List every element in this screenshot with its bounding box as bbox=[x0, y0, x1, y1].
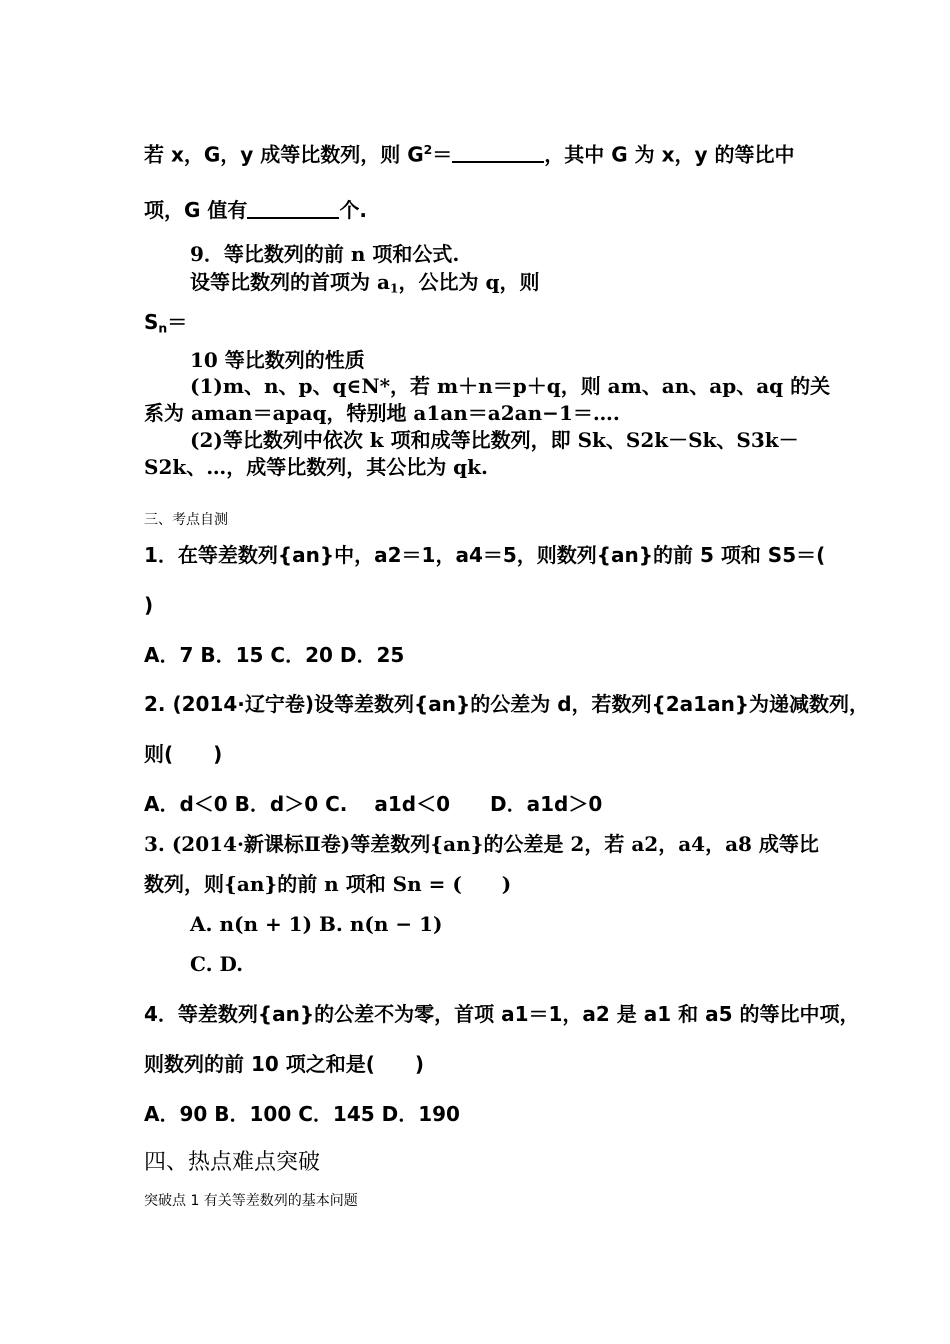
question-1-stem-2: ) bbox=[144, 593, 154, 617]
sum-formula-line: $S_n=$ bbox=[144, 310, 188, 336]
breakthrough-1-heading: 突破点 1 有关等差数列的基本问题 bbox=[144, 1193, 358, 1209]
question-2-stem: 2. (2014·辽宁卷)设等差数列{an}的公差为 d，若数列{2a1an}为递减数列， bbox=[144, 692, 870, 716]
section-9-line: 设等比数列的首项为 $a_1$，公比为 q，则 bbox=[190, 270, 540, 296]
question-3-stem-2: 数列，则{an}的前 n 项和 Sn = ( ) bbox=[144, 872, 512, 896]
section-10-title: 10 等比数列的性质 bbox=[190, 348, 365, 372]
property-1-line-2: 系为 aman＝apaq，特别地 a1an＝a2an−1＝…. bbox=[144, 401, 620, 425]
property-2-line-1: (2)等比数列中依次 k 项和成等比数列，即 Sk、S2k－Sk、S3k－ bbox=[190, 428, 799, 452]
question-4-stem: 4．等差数列{an}的公差不为零，首项 a1＝1，a2 是 a1 和 a5 的等比中项， bbox=[144, 1002, 860, 1026]
question-1-options: A．7 B．15 C．20 D．25 bbox=[144, 643, 405, 667]
question-4-options: A．90 B．100 C．145 D．190 bbox=[144, 1102, 460, 1126]
question-4-stem-2: 则数列的前 10 项之和是( ) bbox=[144, 1052, 425, 1076]
section-4-heading: 四、热点难点突破 bbox=[144, 1150, 321, 1175]
question-3-stem: 3. (2014·新课标Ⅱ卷)等差数列{an}的公差是 2，若 a2，a4，a8 成等比 bbox=[144, 832, 819, 856]
property-2-line-2: S2k、…，成等比数列，其公比为 qk. bbox=[144, 455, 488, 479]
question-3-options-1: A. n(n + 1) B. n(n − 1) bbox=[190, 912, 443, 936]
question-1-stem: 1．在等差数列{an}中，a2＝1，a4＝5，则数列{an}的前 5 项和 S5＝( bbox=[144, 543, 826, 567]
answer-blank[interactable] bbox=[247, 199, 339, 219]
question-2-options: A．d＜0 B．d＞0 C. a1d＜0 D．a1d＞0 bbox=[144, 792, 603, 816]
question-3-options-2: C. D. bbox=[190, 952, 244, 976]
question-2-stem-2: 则( ) bbox=[144, 742, 223, 766]
answer-blank[interactable] bbox=[452, 143, 544, 163]
section-9-title: 9．等比数列的前 n 项和公式. bbox=[190, 242, 460, 266]
geometric-mean-line-2: 项，G 值有 个. bbox=[144, 198, 367, 222]
geometric-mean-line-1: 若 x，G，y 成等比数列，则 $G^2=$ ，其中 G 为 x，y 的等比中 bbox=[144, 142, 795, 167]
section-3-heading: 三、考点自测 bbox=[144, 512, 228, 528]
property-1-line-1: (1)m、n、p、q∈N*，若 m＋n＝p＋q，则 am、an、ap、aq 的关 bbox=[190, 374, 831, 398]
